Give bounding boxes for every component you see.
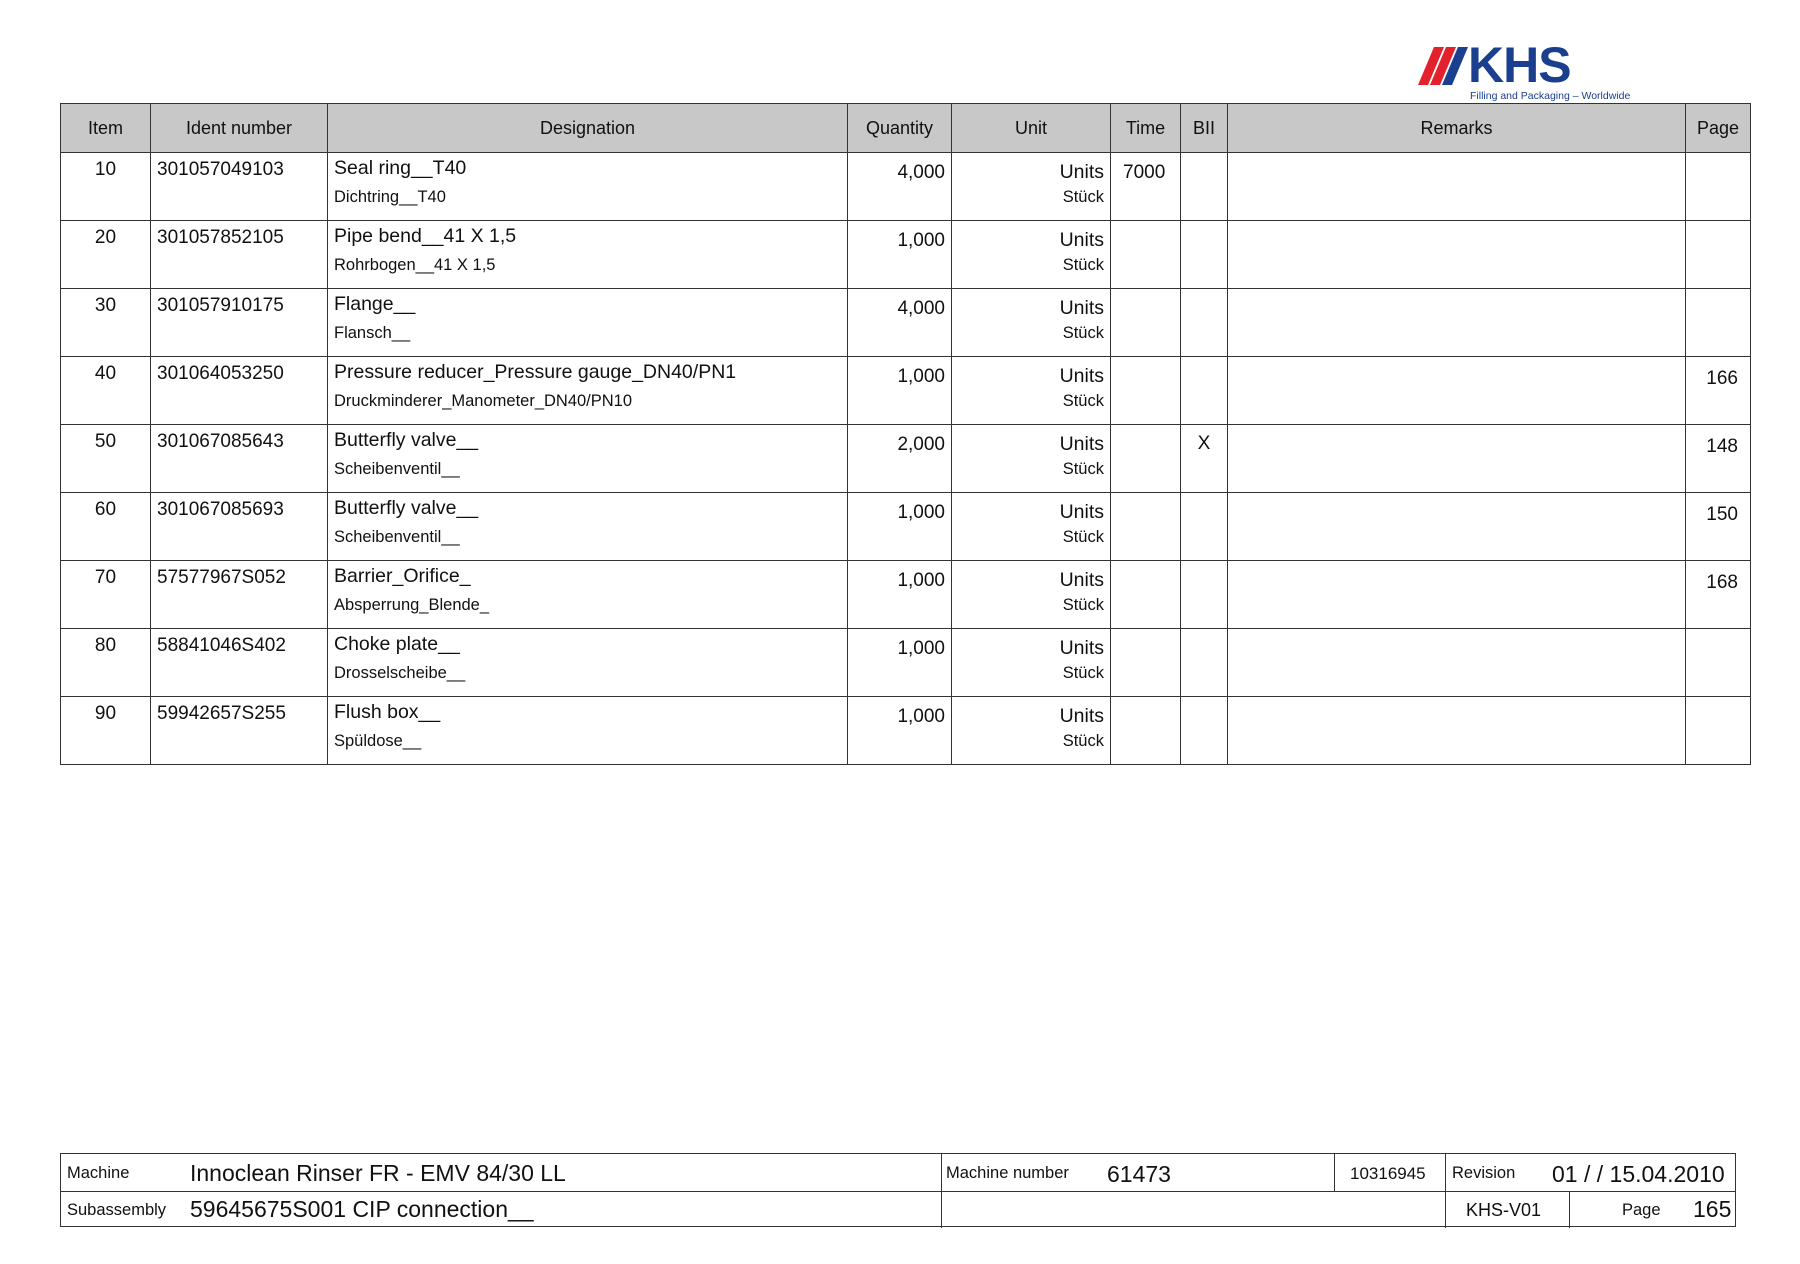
table-row xyxy=(61,153,1751,221)
cell-remarks xyxy=(1228,697,1686,765)
page-number: 165 xyxy=(1693,1196,1732,1222)
unit-english: Units xyxy=(1059,433,1104,455)
cell-bii xyxy=(1181,561,1228,629)
divider-line xyxy=(1569,1191,1570,1228)
cell-time xyxy=(1111,493,1181,561)
cell-time xyxy=(1111,629,1181,697)
cell-quantity: 1,000 xyxy=(848,629,952,697)
unit-english: Units xyxy=(1059,229,1104,251)
cell-item: 40 xyxy=(61,357,151,425)
unit-german: Stück xyxy=(1062,732,1104,750)
cell-remarks xyxy=(1228,493,1686,561)
unit-german: Stück xyxy=(1062,664,1104,682)
header-quantity: Quantity xyxy=(848,104,952,153)
cell-quantity: 1,000 xyxy=(848,493,952,561)
unit-english: Units xyxy=(1059,637,1104,659)
logo-tagline: Filling and Packaging – Worldwide xyxy=(1470,90,1631,102)
unit-english: Units xyxy=(1059,501,1104,523)
title-block xyxy=(60,1153,1736,1227)
cell-remarks xyxy=(1228,629,1686,697)
cell-time xyxy=(1111,697,1181,765)
unit-english: Units xyxy=(1059,297,1104,319)
designation-english: Pipe bend__41 X 1,5 xyxy=(334,225,517,247)
cell-unit xyxy=(952,629,1111,697)
cell-page: 150 xyxy=(1686,493,1751,561)
revision-value: 01 / / 15.04.2010 xyxy=(1552,1161,1725,1187)
cell-designation xyxy=(328,561,848,629)
header-bii: BII xyxy=(1181,104,1228,153)
cell-page xyxy=(1686,697,1751,765)
cell-page: 148 xyxy=(1686,425,1751,493)
cell-bii xyxy=(1181,289,1228,357)
designation-german: Drosselscheibe__ xyxy=(334,664,466,682)
cell-quantity: 1,000 xyxy=(848,221,952,289)
designation-english: Butterfly valve__ xyxy=(334,497,479,519)
cell-time xyxy=(1111,561,1181,629)
cell-remarks xyxy=(1228,221,1686,289)
designation-german: Absperrung_Blende_ xyxy=(334,596,490,614)
unit-german: Stück xyxy=(1062,392,1104,410)
table-row xyxy=(61,357,1751,425)
designation-german: Scheibenventil__ xyxy=(334,528,460,546)
cell-ident-number: 301057910175 xyxy=(151,289,328,357)
table-row xyxy=(61,425,1751,493)
cell-page xyxy=(1686,289,1751,357)
designation-german: Scheibenventil__ xyxy=(334,460,460,478)
unit-german: Stück xyxy=(1062,324,1104,342)
table-header-row xyxy=(61,104,1751,153)
header-item: Item xyxy=(61,104,151,153)
table-row xyxy=(61,493,1751,561)
cell-time: 7000 xyxy=(1111,153,1181,221)
cell-designation xyxy=(328,629,848,697)
cell-time xyxy=(1111,425,1181,493)
cell-item: 30 xyxy=(61,289,151,357)
unit-english: Units xyxy=(1059,569,1104,591)
cell-designation xyxy=(328,493,848,561)
cell-remarks xyxy=(1228,425,1686,493)
cell-item: 70 xyxy=(61,561,151,629)
header-unit: Unit xyxy=(952,104,1111,153)
cell-page xyxy=(1686,221,1751,289)
cell-unit xyxy=(952,697,1111,765)
cell-item: 10 xyxy=(61,153,151,221)
designation-english: Choke plate__ xyxy=(334,633,460,655)
table-row xyxy=(61,289,1751,357)
cell-remarks xyxy=(1228,153,1686,221)
unit-german: Stück xyxy=(1062,528,1104,546)
header-time: Time xyxy=(1111,104,1181,153)
cell-ident-number: 59942657S255 xyxy=(151,697,328,765)
cell-page xyxy=(1686,153,1751,221)
divider-line xyxy=(941,1154,942,1228)
logo-wordmark: KHS xyxy=(1468,37,1571,93)
cell-bii xyxy=(1181,221,1228,289)
title-block-divider xyxy=(61,1191,1735,1192)
header-ident-number: Ident number xyxy=(151,104,328,153)
cell-ident-number: 57577967S052 xyxy=(151,561,328,629)
cell-page: 166 xyxy=(1686,357,1751,425)
cell-time xyxy=(1111,221,1181,289)
unit-english: Units xyxy=(1059,365,1104,387)
unit-english: Units xyxy=(1059,161,1104,183)
cell-page: 168 xyxy=(1686,561,1751,629)
cell-designation xyxy=(328,221,848,289)
cell-quantity: 1,000 xyxy=(848,357,952,425)
cell-designation xyxy=(328,153,848,221)
cell-designation xyxy=(328,289,848,357)
cell-unit xyxy=(952,425,1111,493)
divider-line xyxy=(1334,1154,1335,1191)
divider-line xyxy=(1445,1154,1446,1228)
designation-german: Spüldose__ xyxy=(334,732,422,750)
cell-unit xyxy=(952,561,1111,629)
cell-remarks xyxy=(1228,289,1686,357)
cell-ident-number: 301057049103 xyxy=(151,153,328,221)
cell-remarks xyxy=(1228,561,1686,629)
cell-ident-number: 301067085643 xyxy=(151,425,328,493)
designation-german: Dichtring__T40 xyxy=(334,188,446,206)
table-row xyxy=(61,561,1751,629)
designation-english: Seal ring__T40 xyxy=(334,157,467,179)
cell-unit xyxy=(952,153,1111,221)
cell-designation xyxy=(328,425,848,493)
cell-unit xyxy=(952,357,1111,425)
header-page: Page xyxy=(1686,104,1751,153)
unit-german: Stück xyxy=(1062,460,1104,478)
unit-german: Stück xyxy=(1062,256,1104,274)
cell-quantity: 1,000 xyxy=(848,697,952,765)
cell-unit xyxy=(952,221,1111,289)
unit-german: Stück xyxy=(1062,188,1104,206)
revision-label: Revision xyxy=(1452,1164,1516,1182)
cell-bii xyxy=(1181,493,1228,561)
machine-value: Innoclean Rinser FR - EMV 84/30 LL xyxy=(190,1160,566,1186)
table-row xyxy=(61,221,1751,289)
machine-number-label: Machine number xyxy=(946,1164,1069,1182)
cell-bii: X xyxy=(1181,425,1228,493)
cell-ident-number: 58841046S402 xyxy=(151,629,328,697)
cell-designation xyxy=(328,697,848,765)
designation-english: Barrier_Orifice_ xyxy=(334,565,471,587)
unit-german: Stück xyxy=(1062,596,1104,614)
cell-unit xyxy=(952,289,1111,357)
cell-bii xyxy=(1181,629,1228,697)
cell-time xyxy=(1111,357,1181,425)
cell-ident-number: 301057852105 xyxy=(151,221,328,289)
designation-german: Flansch__ xyxy=(334,324,411,342)
standard-code: KHS-V01 xyxy=(1466,1200,1542,1220)
document-number: 10316945 xyxy=(1350,1164,1426,1183)
designation-english: Butterfly valve__ xyxy=(334,429,479,451)
cell-time xyxy=(1111,289,1181,357)
cell-bii xyxy=(1181,357,1228,425)
cell-quantity: 4,000 xyxy=(848,289,952,357)
cell-bii xyxy=(1181,697,1228,765)
machine-label: Machine xyxy=(67,1164,130,1182)
unit-english: Units xyxy=(1059,705,1104,727)
table-row xyxy=(61,629,1751,697)
khs-logo xyxy=(1418,37,1631,102)
designation-german: Druckminderer_Manometer_DN40/PN10 xyxy=(334,392,633,410)
designation-english: Flange__ xyxy=(334,293,416,315)
table-row xyxy=(61,697,1751,765)
cell-ident-number: 301064053250 xyxy=(151,357,328,425)
parts-list-table xyxy=(60,103,1751,765)
cell-item: 60 xyxy=(61,493,151,561)
designation-english: Flush box__ xyxy=(334,701,441,723)
subassembly-value: 59645675S001 CIP connection__ xyxy=(190,1196,534,1222)
designation-german: Rohrbogen__41 X 1,5 xyxy=(334,256,496,274)
subassembly-label: Subassembly xyxy=(67,1201,167,1219)
cell-quantity: 1,000 xyxy=(848,561,952,629)
cell-bii xyxy=(1181,153,1228,221)
machine-number-value: 61473 xyxy=(1107,1161,1171,1187)
cell-quantity: 4,000 xyxy=(848,153,952,221)
header-remarks: Remarks xyxy=(1228,104,1686,153)
header-designation: Designation xyxy=(328,104,848,153)
cell-item: 90 xyxy=(61,697,151,765)
cell-designation xyxy=(328,357,848,425)
cell-item: 20 xyxy=(61,221,151,289)
cell-ident-number: 301067085693 xyxy=(151,493,328,561)
cell-page xyxy=(1686,629,1751,697)
cell-unit xyxy=(952,493,1111,561)
designation-english: Pressure reducer_Pressure gauge_DN40/PN1 xyxy=(334,361,737,383)
page-label: Page xyxy=(1622,1201,1661,1219)
logo-stripes-icon xyxy=(1418,43,1468,89)
cell-quantity: 2,000 xyxy=(848,425,952,493)
cell-item: 50 xyxy=(61,425,151,493)
cell-remarks xyxy=(1228,357,1686,425)
cell-item: 80 xyxy=(61,629,151,697)
